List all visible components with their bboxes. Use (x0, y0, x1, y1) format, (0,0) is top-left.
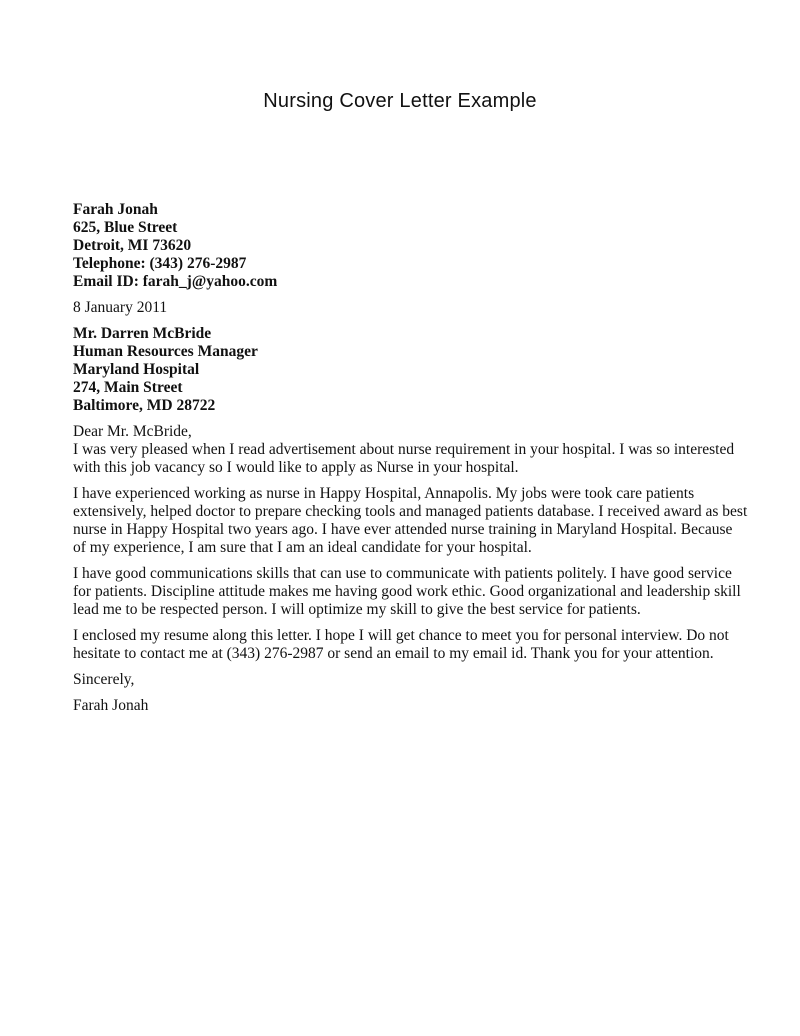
recipient-street: 274, Main Street (73, 379, 183, 396)
sender-telephone: Telephone: (343) 276-2987 (73, 255, 247, 272)
body-paragraph-4: I enclosed my resume along this letter. I hope I will get chance to meet you for personal interview. Do not hesitate to contact me at (343) 276-2987 or send an email to my email id. Thank you for your attention. (73, 627, 729, 662)
recipient-address-block (73, 325, 749, 415)
letter-body (73, 201, 749, 715)
recipient-name: Mr. Darren McBride (73, 325, 212, 342)
letter-date: 8 January 2011 (73, 299, 168, 316)
sender-email: Email ID: farah_j@yahoo.com (73, 273, 278, 290)
recipient-job-title: Human Resources Manager (73, 343, 258, 360)
recipient-city: Baltimore, MD 28722 (73, 397, 216, 414)
signature-name: Farah Jonah (73, 697, 149, 714)
sender-name: Farah Jonah (73, 201, 158, 218)
sender-city: Detroit, MI 73620 (73, 237, 192, 254)
sender-address-block (73, 201, 749, 291)
recipient-organization: Maryland Hospital (73, 361, 200, 378)
closing: Sincerely, (73, 671, 135, 688)
body-paragraph-3: I have good communications skills that can use to communicate with patients politely. I have good service for patients. Discipline attitude makes me having good work ethic. Good organizational and leadership skill lead me to be respected person. I will optimize my skill to give the best service for patients. (73, 565, 741, 618)
page-title: Nursing Cover Letter Example (263, 90, 537, 112)
body-paragraph-1: I was very pleased when I read advertisement about nurse requirement in your hospital. I was so interested with this job vacancy so I would like to apply as Nurse in your hospital. (73, 441, 735, 476)
body-paragraph-2: I have experienced working as nurse in Happy Hospital, Annapolis. My jobs were took care patients extensively, helped doctor to prepare checking tools and managed patients database. I received award as best nurse in Happy Hospital two years ago. I have ever attended nurse training in Maryland Hospital. Because of my experience, I am sure that I am an ideal candidate for your hospital. (73, 485, 748, 556)
sender-street: 625, Blue Street (73, 219, 178, 236)
salutation: Dear Mr. McBride, (73, 423, 192, 440)
